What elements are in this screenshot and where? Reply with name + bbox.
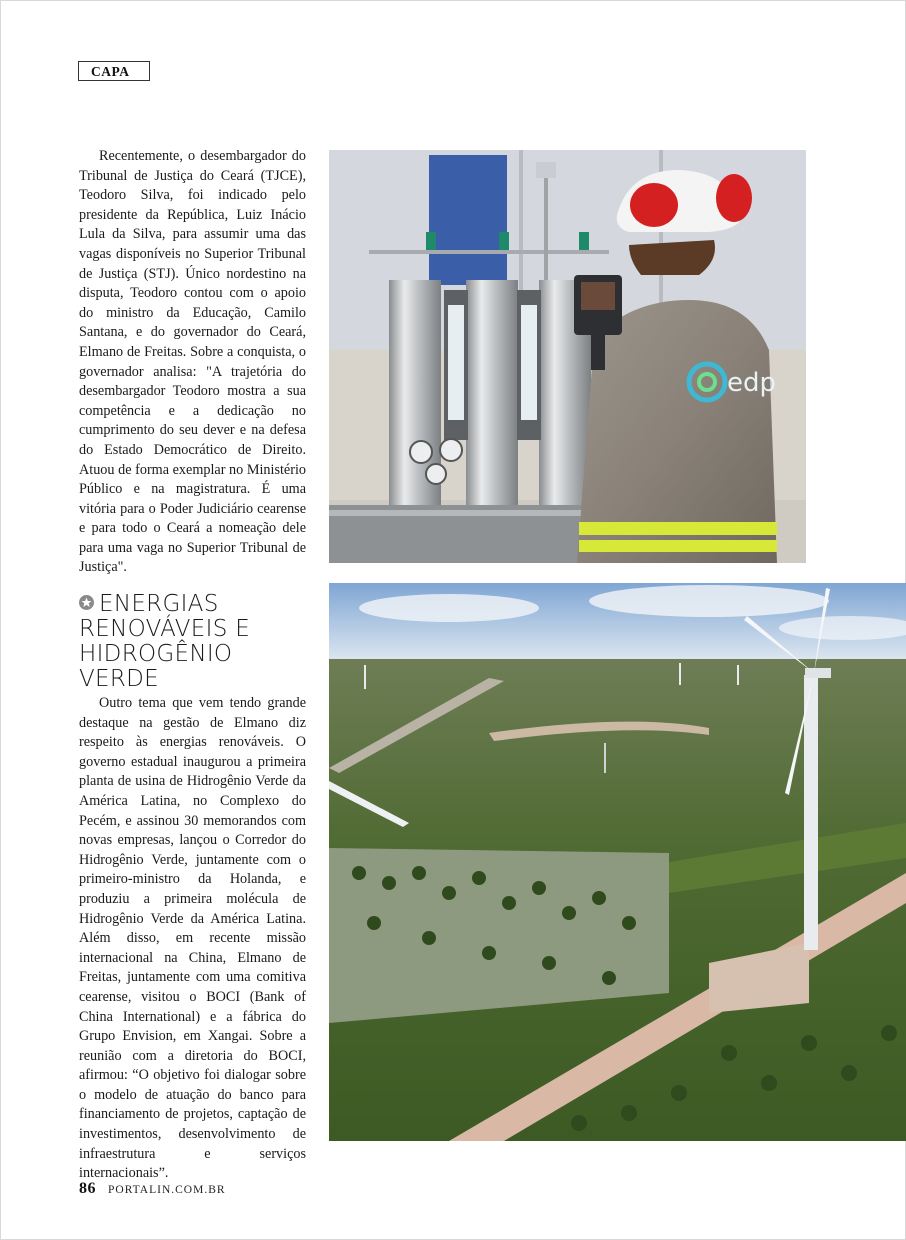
- article-paragraph-1: Recentemente, o desembargador do Tribunal de Justiça do Ceará (TJCE), Teodoro Silva, foi indicado pelo presidente da República, Luiz Inácio Lula da Silva, para assumir uma das vagas disponíveis no Superior Tribunal de Justiça (STJ). Único nordestino na disputa, Teodoro contou com o apoio do ministro da Educação, Camilo Santana, e do governador do Ceará, Elmano de Freitas. Sobre a conquista, o governador analisa: "A trajetória do desembargador Teodoro mostra a sua competência e a dedicação no cumprimento do seu dever e na defesa do Estado Democrático de Direito. Atuou de forma exemplar no Ministério Público e na magistratura. É uma vitória para o Poder Judiciário cearense e para todo o Ceará a nomeação dele para uma vaga no Superior Tribunal de Justiça".: [79, 148, 306, 576]
- page-footer: [79, 1180, 226, 1202]
- heading-line-1: ENERGIAS: [79, 592, 319, 617]
- edp-logo-text: edp: [727, 368, 777, 398]
- star-bullet-icon: [79, 595, 94, 610]
- heading-line-3: HIDROGÊNIO: [79, 641, 233, 667]
- heading-line-4: VERDE: [79, 666, 159, 692]
- hydrogen-plant-photo: [329, 150, 806, 563]
- heading-line-2: RENOVÁVEIS E: [79, 616, 251, 642]
- page-number: 86: [79, 1180, 96, 1197]
- section-tag: CAPA: [78, 61, 150, 81]
- section-heading: [79, 592, 319, 692]
- article-paragraph-2: Outro tema que vem tendo grande destaque na gestão de Elmano diz respeito às energias renováveis. O governo estadual inaugurou a primeira planta de usina de Hidrogênio Verde da América Latina, no Complexo do Pecém, e assinou 30 memorandos com novas empresas, lançou o Corredor do Hidrogênio Verde, juntamente com o primeiro-ministro da Holanda, e produziu a primeira molécula de Hidrogênio Verde da América Latina. Além disso, em recente missão internacional na China, Elmano de Freitas, juntamente com uma comitiva cearense, visitou o BOCI (Bank of China International) e a fábrica do Grupo Envision, em Xangai. Sobre a reunião com a diretoria do BOCI, afirmou: “O objetivo foi dialogar sobre o modelo de atuação do banco para financiamento de projetos, captação de investimentos, desenvolvimento de infraestrutura e serviços internacionais”.: [79, 695, 306, 1182]
- site-name: PORTALIN.COM.BR: [108, 1184, 226, 1196]
- wind-farm-photo: [329, 583, 906, 1141]
